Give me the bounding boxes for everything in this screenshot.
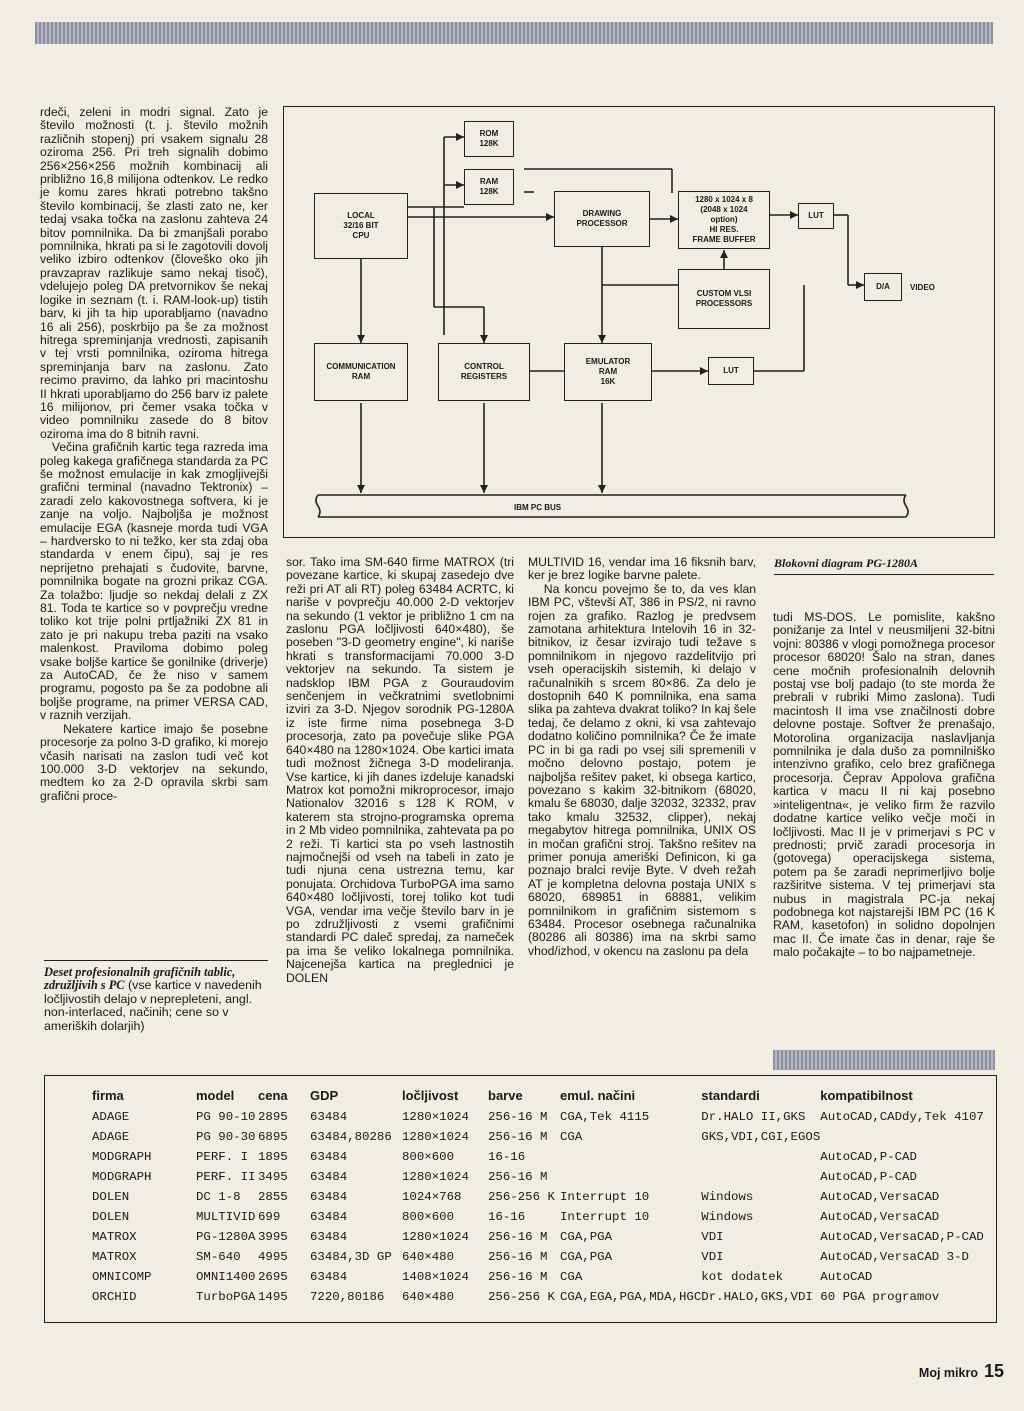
cell-standardi: GKS,VDI,CGI,EGOS xyxy=(701,1130,821,1144)
cell-barve: 16-16 xyxy=(488,1150,526,1164)
cell-model: PG-1280A xyxy=(196,1230,256,1244)
cell-cena: 699 xyxy=(258,1210,281,1224)
cell-emul: CGA xyxy=(560,1130,583,1144)
cell-gdp: 63484 xyxy=(310,1230,348,1244)
cell-standardi: kot dodatek xyxy=(701,1270,784,1284)
diagram-connectors xyxy=(284,107,996,539)
cell-standardi xyxy=(701,1147,820,1167)
frame-buffer-block: 1280 x 1024 x 8 (2048 x 1024 option) HI RES. FRAME BUFFER xyxy=(678,191,770,249)
cell-firma: MATROX xyxy=(92,1230,137,1244)
cell-kompatibilnost: AutoCAD,VersaCAD,P-CAD xyxy=(820,1230,984,1244)
cell-firma: ADAGE xyxy=(92,1110,130,1124)
cell-kompatibilnost: AutoCAD,VersaCAD xyxy=(820,1210,940,1224)
cell-barve: 256-16 M xyxy=(488,1130,548,1144)
cell-gdp: 63484 xyxy=(310,1170,348,1184)
cell-barve: 256-256 K xyxy=(488,1290,555,1304)
header-model: model xyxy=(196,1088,235,1103)
emulator-ram-block: EMULATOR RAM 16K xyxy=(564,343,652,401)
cell-barve: 256-16 M xyxy=(488,1110,548,1124)
cell-locljivost: 640×480 xyxy=(402,1250,455,1264)
caption-rule xyxy=(44,960,268,961)
table-header-row xyxy=(46,1088,984,1107)
cell-gdp: 63484,80286 xyxy=(310,1130,392,1144)
table-row xyxy=(46,1287,984,1307)
lut-mid-block: LUT xyxy=(708,357,754,385)
cell-model: TurboPGA xyxy=(196,1290,256,1304)
article-column-3: MULTIVID 16, vendar ima 16 fiksnih barv, ker je brez logike barvne palete. Na koncu povejmo še to, da ves klan IBM PC, vštevši AT, 386 in PS/2, ni ravno rojen za grafiko. Razlog je predvsem zamotana arhitektura Intelovih 16 in 32-bitnikov, iz česar izvirajo tudi težave s pomnilnikom in njegovo razdelitvijo pri vseh operacijskih sistemih, ki delajo v računalnikih s srcem 80×86. Za delo je dostopnih 640 K pomnilnika, ena sama slika pa zahteva dvakrat toliko? In kaj šele tedaj, če delamo z okni, ki vsa zahtevajo dodatno količino pomnilnika? Če že imate PC in bi ga radi po vsej sili spremenili v močno delovno postajo, potem je najboljša rešitev paket, ki obsega kartico, povezano s kakim 32-bitnikom (68020, kmalu še 68030, dalje 32032, 32332, prav tako kmalu 32532, clipper), nekaj megabytov hitrega pomnilnika, UNIX OS in močan grafični stroj. Takšno rešitev na primer ponuja ameriški Definicon, ki ga poznajo bralci revije Byte. V dveh režah AT je kompletna delovna postaja UNIX s 68020, 689851 in 68881, velikim pomnilnikom in grafičnim sistemom s 63484. Procesor osebnega računalnika (80286 ali 80386) ima na skrbi samo vhod/izhod, v okencu na zaslonu pa dela xyxy=(528,555,756,958)
header-gdp: GDP xyxy=(310,1088,339,1103)
mid-decorative-bar xyxy=(773,1050,995,1070)
cell-gdp: 63484,3D GP xyxy=(310,1250,392,1264)
cell-standardi: Dr.HALO II,GKS xyxy=(701,1110,806,1124)
table-caption xyxy=(44,966,270,1033)
cell-cena: 6895 xyxy=(258,1130,288,1144)
header-locljivost: ločljivost xyxy=(402,1088,459,1103)
cell-model: PG 90-30 xyxy=(196,1130,256,1144)
cell-kompatibilnost: AutoCAD,VersaCAD xyxy=(820,1190,940,1204)
table-caption-title: Deset profesionalnih grafičnih tablic, združljivih s PC xyxy=(44,965,236,993)
cell-barve: 256-256 K xyxy=(488,1190,555,1204)
cell-cena: 1495 xyxy=(258,1290,288,1304)
cell-standardi: Dr.HALO,GKS,VDI xyxy=(701,1290,813,1304)
cell-firma: DOLEN xyxy=(92,1190,130,1204)
cell-emul: CGA,PGA xyxy=(560,1230,613,1244)
diagram-caption: Blokovni diagram PG-1280A xyxy=(774,556,994,575)
cell-barve: 256-16 M xyxy=(488,1250,548,1264)
table-caption-body: (vse kartice v navedenih ločljivostih delajo v neprepleteni, angl. non-interlaced, načinih; cene so v ameriških dolarjih) xyxy=(44,978,262,1033)
top-decorative-bar xyxy=(35,22,993,44)
cell-firma: ADAGE xyxy=(92,1130,130,1144)
cell-firma: MODGRAPH xyxy=(92,1170,152,1184)
article-column-2: sor. Tako ima SM-640 firme MATROX (tri povezane kartice, ki skupaj zasedejo dve reži pri AT ali RT) poleg 63484 ACRTC, ki nariše v povprečju 40.000 2-D vektorjev na sekundo (1 vektor je približno 1 cm na zaslonu PGA ločljivosti 640×480), še poseben "3-D geometry engine", ki nariše hkrati s transformacijami 70.000 3-D vektorjev na sekundo. Ta sistem je nadsklop IBM PGA z Gouraudovim senčenjem in večkratnimi svetlobnimi izviri za 3-D. Njegov sorodnik PG-1280A iz iste firme nima posebnega 3-D procesorja, zato pa povečuje slike PGA 640×480 na 1280×1024. Obe kartici imata tudi možnost žičnega 3-D modeliranja. Vse kartice, ki jih danes izdeluje kanadski Matrox kot pomožni mikroprocesor, imajo Nationalov 32016 s 128 K ROM, v katerem sta strojno-programska oprema in 2 Mb video pomnilnika, zahtevata pa po 2 reži. Ti kartici sta po vseh lastnostih najmočnejši od vseh na tabeli in zato je tudi njuna cena ustrezna temu, kar ponujata. Orchidova TurboPGA ima samo 640×480 ločljivosti, torej toliko kot tudi VGA, vendar ima večje število barv in je po združljivosti z vsemi grafičnimi standardi PC daleč spredaj, za nameček pa ima še veliko lokalnega pomnilnika. Najcenejša kartica na preglednici je DOLEN xyxy=(286,555,518,985)
cell-gdp: 63484 xyxy=(310,1210,348,1224)
cell-kompatibilnost: AutoCAD,CADdy,Tek 4107 xyxy=(820,1110,984,1124)
header-standardi: standardi xyxy=(701,1088,760,1103)
cell-kompatibilnost: AutoCAD,VersaCAD 3-D xyxy=(820,1250,969,1264)
table-row xyxy=(46,1147,984,1167)
cell-cena: 1895 xyxy=(258,1150,288,1164)
cell-locljivost: 1280×1024 xyxy=(402,1110,469,1124)
cell-emul xyxy=(560,1147,701,1167)
table-row xyxy=(46,1227,984,1247)
lut-top-block: LUT xyxy=(798,203,834,229)
cell-locljivost: 640×480 xyxy=(402,1290,455,1304)
header-barve: barve xyxy=(488,1088,523,1103)
control-registers-block: CONTROL REGISTERS xyxy=(438,343,530,401)
cell-locljivost: 800×600 xyxy=(402,1210,455,1224)
page-footer xyxy=(919,1361,1004,1382)
table-row xyxy=(46,1167,984,1187)
article-column-1: rdeči, zeleni in modri signal. Zato je število možnosti (t. j. število možnih različnih stopenj) pri vsakem signalu 28 oziroma 256. Pri treh signalih dobimo 256×256×256 možnih kombinacij ali približno 16,8 milijona odtenkov. Le redko je komu zares hkrati potrebno takšno število kombinacij, še zlasti zato ne, ker tedaj vsaka točka na zaslonu zahteva 24 bitov pomnilnika. Da bi zmanjšali porabo pomnilnika, hkrati pa si le zagotovili dovolj veliko izbiro odtenkov (človeško oko jih pravzaprav razlikuje samo nekaj tisoč), vdelujejo poleg DA pretvornikov še nekaj logike in seznam (t. i. RAM-look-up) tistih barv, ki jih ta hip uporabljamo (navadno 16 ali 256), poskrbijo pa še za možnost hitrega spreminjanja vrednosti, zapisanih v tej vrsti pomnilnika, oziroma hitrega spreminjanja barv na zaslonu. Zato recimo pravimo, da lahko pri macintoshu II hkrati uporabljamo do 256 barv iz palete 16 milijonov, pri čemer vsaka točka v video pomnilniku zasede do 8 bitov oziroma ima do 8 bitnih ravni. Večina grafičnih kartic tega razreda ima poleg kakega grafičnega standarda za PC še možnost emulacije in kak zmogljivejši grafični terminal (navadno Tektronix) – zaradi zelo kakovostnega softvera, ki je zanje na voljo. Najboljša je možnost emulacije EGA (kasneje morda tudi VGA – hardversko to ni težko, ker sta zdaj oba standarda v enem čipu), saj je res neprijetno prehajati s čudovite, barvne, pomnilnika bogate na grozni prikaz CGA. Za tolažbo: ljudje so nekdaj delali z ZX 81. Toda te kartice so v povprečju vredne toliko kot trije polni prtljažniki ZX 81 in zato je pri nakupu treba paziti na vsako malenkost. Praviloma dobimo poleg vsake boljše kartice še gonilnike (driverje) za AutoCAD, če že niso v samem programu, pogosto pa še za podobne ali boljše programe, na primer VERSA CAD, v raznih verzijah. Nekatere kartice imajo še posebne procesorje za polno 3-D grafiko, ki morejo včasih narisati na zaslon tudi več kot 100.000 3-D vektorjev na sekundo, medtem ko za 2-D opravila skrbi sam grafični proce- xyxy=(40,105,268,803)
comparison-table xyxy=(46,1088,984,1307)
cell-standardi xyxy=(701,1167,820,1187)
rom-block: ROM 128K xyxy=(464,121,514,157)
cell-emul: Interrupt 10 xyxy=(560,1210,650,1224)
table-row xyxy=(46,1247,984,1267)
cell-emul xyxy=(560,1167,701,1187)
cell-locljivost: 1408×1024 xyxy=(402,1270,469,1284)
ibm-pc-bus-label: IBM PC BUS xyxy=(514,503,562,512)
cell-emul: CGA xyxy=(560,1270,583,1284)
cell-locljivost: 1024×768 xyxy=(402,1190,462,1204)
cell-gdp: 63484 xyxy=(310,1110,348,1124)
cell-barve: 256-16 M xyxy=(488,1270,548,1284)
cell-locljivost: 1280×1024 xyxy=(402,1130,469,1144)
table-row xyxy=(46,1107,984,1127)
cell-gdp: 63484 xyxy=(310,1150,348,1164)
cell-standardi: Windows xyxy=(701,1190,754,1204)
cell-model: SM-640 xyxy=(196,1250,241,1264)
header-emul: emul. načini xyxy=(560,1088,636,1103)
cell-cena: 2895 xyxy=(258,1110,288,1124)
cell-kompatibilnost xyxy=(820,1127,984,1147)
cell-kompatibilnost: AutoCAD,P-CAD xyxy=(820,1150,917,1164)
article-column-4: tudi MS-DOS. Le pomislite, kakšno ponižanje za Intel v neusmiljeni 32-bitni vojni: 80386 v vlogi pomožnega procesor procesor 68020! Šalo na stran, danes cene močnih profesionalnih delovnih postaj vse bolj padajo (to ste morda že prebrali v rubriki Mimo zaslona). Tudi macintosh II ima vse značilnosti dobre delovne postaje. Softver že prenašajo, Motorolina organizacija naslavljanja pomnilnika je dala dušo za pomnilniško intenzivno grafiko, celo brez grafičnega procesorja. Čeprav Appolova grafična kartica v macu II ni kaj posebno »inteligentna«, je veliko firm že razvilo dodatne kartice veliko večje moči in ločljivosti. Mac II je v primerjavi s PC v prednosti; prvič zaradi procesorja in (gotovega) operacijskega sistema, potem pa še zaradi neprimerljivo bolje razširitve sistema. V tej primerjavi sta nubus in magistrala PC-ja nekaj podobnega kot najstarejši IBM PC (16 K RAM, kasetofon) in solidno dopolnjen mac II. Če imate čas in denar, raje še malo počakajte – to bo najpametneje. xyxy=(773,610,999,960)
cell-locljivost: 1280×1024 xyxy=(402,1170,469,1184)
cell-model: MULTIVID xyxy=(196,1210,256,1224)
cell-emul: CGA,Tek 4115 xyxy=(560,1110,650,1124)
cell-cena: 2695 xyxy=(258,1270,288,1284)
cell-locljivost: 800×600 xyxy=(402,1150,455,1164)
header-firma: firma xyxy=(92,1088,124,1103)
communication-ram-block: COMMUNICATION RAM xyxy=(314,343,408,401)
cell-cena: 3495 xyxy=(258,1170,288,1184)
block-diagram xyxy=(283,106,995,538)
cell-standardi: Windows xyxy=(701,1210,754,1224)
cell-model: PERF. I xyxy=(196,1150,249,1164)
cell-kompatibilnost: 60 PGA programov xyxy=(820,1290,940,1304)
cell-emul: CGA,PGA xyxy=(560,1250,613,1264)
magazine-name: Moj mikro xyxy=(918,1366,978,1380)
header-cena: cena xyxy=(258,1088,288,1103)
table-row xyxy=(46,1207,984,1227)
table-row xyxy=(46,1267,984,1287)
cell-gdp: 63484 xyxy=(310,1270,348,1284)
cell-firma: OMNICOMP xyxy=(92,1270,152,1284)
cell-gdp: 7220,80186 xyxy=(310,1290,385,1304)
page-number: 15 xyxy=(983,1361,1004,1381)
cell-firma: MODGRAPH xyxy=(92,1150,152,1164)
cell-cena: 3995 xyxy=(258,1230,288,1244)
custom-vlsi-block: CUSTOM VLSI PROCESSORS xyxy=(678,269,770,329)
cell-barve: 256-16 M xyxy=(488,1230,548,1244)
cell-model: DC 1-8 xyxy=(196,1190,241,1204)
cell-emul: Interrupt 10 xyxy=(560,1190,650,1204)
cell-model: PG 90-10 xyxy=(196,1110,256,1124)
cell-standardi: VDI xyxy=(701,1250,724,1264)
cell-barve: 256-16 M xyxy=(488,1170,548,1184)
cell-firma: ORCHID xyxy=(92,1290,137,1304)
cell-standardi: VDI xyxy=(701,1230,724,1244)
cell-emul: CGA,EGA,PGA,MDA,HGC xyxy=(560,1290,702,1304)
ram-block: RAM 128K xyxy=(464,169,514,205)
cell-kompatibilnost: AutoCAD,P-CAD xyxy=(820,1170,917,1184)
header-kompatibilnost: kompatibilnost xyxy=(820,1088,913,1103)
table-row xyxy=(46,1127,984,1147)
da-block: D/A xyxy=(864,273,902,301)
cell-cena: 2855 xyxy=(258,1190,288,1204)
video-label: VIDEO xyxy=(910,283,935,292)
local-cpu-block: LOCAL 32/16 BIT CPU xyxy=(314,193,408,259)
table-row xyxy=(46,1187,984,1207)
cell-firma: MATROX xyxy=(92,1250,137,1264)
cell-locljivost: 1280×1024 xyxy=(402,1230,469,1244)
cell-barve: 16-16 xyxy=(488,1210,526,1224)
cell-cena: 4995 xyxy=(258,1250,288,1264)
cell-model: OMNI1400 xyxy=(196,1270,256,1284)
cell-gdp: 63484 xyxy=(310,1190,348,1204)
cell-firma: DOLEN xyxy=(92,1210,130,1224)
cell-model: PERF. II xyxy=(196,1170,256,1184)
drawing-processor-block: DRAWING PROCESSOR xyxy=(554,191,650,247)
cell-kompatibilnost: AutoCAD xyxy=(820,1270,873,1284)
